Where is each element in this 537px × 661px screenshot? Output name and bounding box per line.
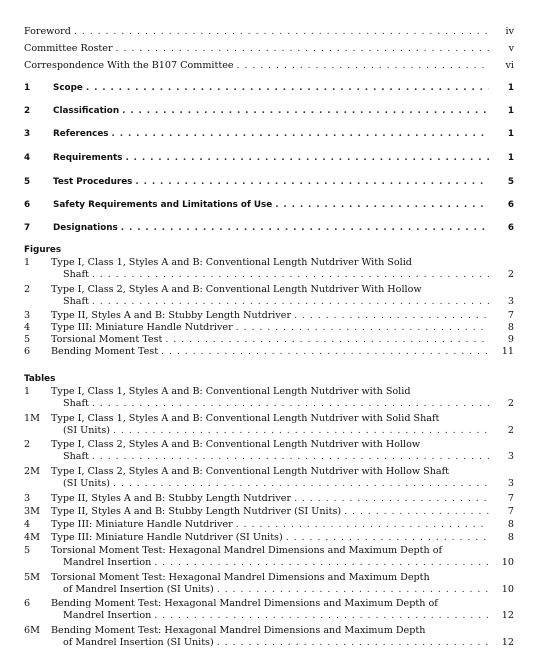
toc-table-2m[interactable]: 2M Type I, Class 2, Styles A and B: Conventional Length Nutdriver with Hollow Shaft (SI Units) . . . 3 xyxy=(24,466,514,490)
tables-heading: Tables xyxy=(24,374,56,384)
toc-figure-2[interactable]: 2 Type I, Class 2, Styles A and B: Conventional Length Nutdriver With Hollow Shaft . . . 3 xyxy=(24,284,514,308)
toc-table-6m[interactable]: 6M Bending Moment Test: Hexagonal Mandrel Dimensions and Maximum Depth of Mandrel Insertion (SI Units) . . . 12 xyxy=(24,625,514,649)
toc-section-1[interactable]: 1 Scope . . . 1 xyxy=(24,82,514,94)
toc-table-2[interactable]: 2 Type I, Class 2, Styles A and B: Conventional Length Nutdriver with Hollow Shaft . . . 3 xyxy=(24,439,514,463)
toc-entry-foreword[interactable]: Foreword . . . iv xyxy=(24,26,514,38)
toc-entry-committee-roster[interactable]: Committee Roster . . . v xyxy=(24,43,514,55)
toc-table-1[interactable]: 1 Type I, Class 1, Styles A and B: Conventional Length Nutdriver with Solid Shaft . . . 2 xyxy=(24,386,514,410)
toc-table-5[interactable]: 5 Torsional Moment Test: Hexagonal Mandrel Dimensions and Maximum Depth of Mandrel Insertion . . . 10 xyxy=(24,545,514,569)
toc-section-2[interactable]: 2 Classification . . . 1 xyxy=(24,105,514,117)
table-of-contents: Foreword . . . iv Committee Roster . . . v Correspondence With the B107 Committee . . . vi 1 Scope . . . 1 2 Classification . . . 1 3 References . . . 1 4 Requirements . . . 1 5 Test Procedures . . . 5 6 Safety Requirements and Limitations of Use . . . 6 7 Designations . . . 6 Figures 1 Type I, Class 1, Styles A and B: Conventional Length Nutdriver With Solid Shaft . . . 2 2 Type I, Class 2, Styles A and B: Conventional Length Nutdriver With Hollow Shaft . . . 3 3 Type II, Styles A and B: Stubby Length Nutdriver . . . 7 4 Type III: Miniature Handle Nutdriver . . . 8 5 Torsional Moment Test . . . 9 6 Bending Moment Test . . . 11 Tables 1 Type I, Class 1, Styles A and B: Conventional Length Nutdriver with Solid Shaft . . . 2 1M Type I, Class 1, Styles A and B: Conventional Length Nutdriver with Solid Shaft (SI Units) . . . 2 2 Type I, Class 2, Styles A and B: Conventional Length Nutdriver with Hollow Shaft . . . 3 2M Type I, Class 2, Styles A and B: Conventional Length Nutdriver with Hollow Shaft (SI Units) . . . 3 3 Type II, Styles A and B: Stubby Length Nutdriver . . . 7 3M Type II, Styles A and B: Stubby Length Nutdriver (SI Units) . . . 7 4 Type III: Miniature Handle Nutdriver . . . 8 4M Type III: Miniature Handle Nutdriver (SI Units) . . . 8 5 Torsional Moment Test: Hexagonal Mandrel Dimensions and Maximum Depth of Mandrel Insertion . . . 10 5M Torsional Moment Test: Hexagonal Mandrel Dimensions and Maximum Depth of Mandrel Insertion (SI Units) . . . 10 6 Bending Moment Test: Hexagonal Mandrel Dimensions and Maximum Depth of Mandrel Insertion . . . 12 6M Bending Moment Test: Hexagonal Mandrel Dimensions and Maximum Depth of Mandrel Insertion (SI Units) . . . 12 xyxy=(0,0,537,661)
toc-table-6[interactable]: 6 Bending Moment Test: Hexagonal Mandrel Dimensions and Maximum Depth of Mandrel Insertion . . . 12 xyxy=(24,598,514,622)
toc-table-5m[interactable]: 5M Torsional Moment Test: Hexagonal Mandrel Dimensions and Maximum Depth of Mandrel Insertion (SI Units) . . . 10 xyxy=(24,572,514,596)
toc-section-5[interactable]: 5 Test Procedures . . . 5 xyxy=(24,176,514,188)
figures-heading: Figures xyxy=(24,245,62,255)
toc-section-6[interactable]: 6 Safety Requirements and Limitations of Use . . . 6 xyxy=(24,199,514,211)
toc-figure-1[interactable]: 1 Type I, Class 1, Styles A and B: Conventional Length Nutdriver With Solid Shaft . . . 2 xyxy=(24,257,514,281)
toc-table-1m[interactable]: 1M Type I, Class 1, Styles A and B: Conventional Length Nutdriver with Solid Shaft (SI Units) . . . 2 xyxy=(24,413,514,437)
toc-section-3[interactable]: 3 References . . . 1 xyxy=(24,128,514,140)
toc-section-4[interactable]: 4 Requirements . . . 1 xyxy=(24,152,514,164)
toc-section-7[interactable]: 7 Designations . . . 6 xyxy=(24,222,514,234)
toc-entry-correspondence[interactable]: Correspondence With the B107 Committee . . . vi xyxy=(24,60,514,72)
